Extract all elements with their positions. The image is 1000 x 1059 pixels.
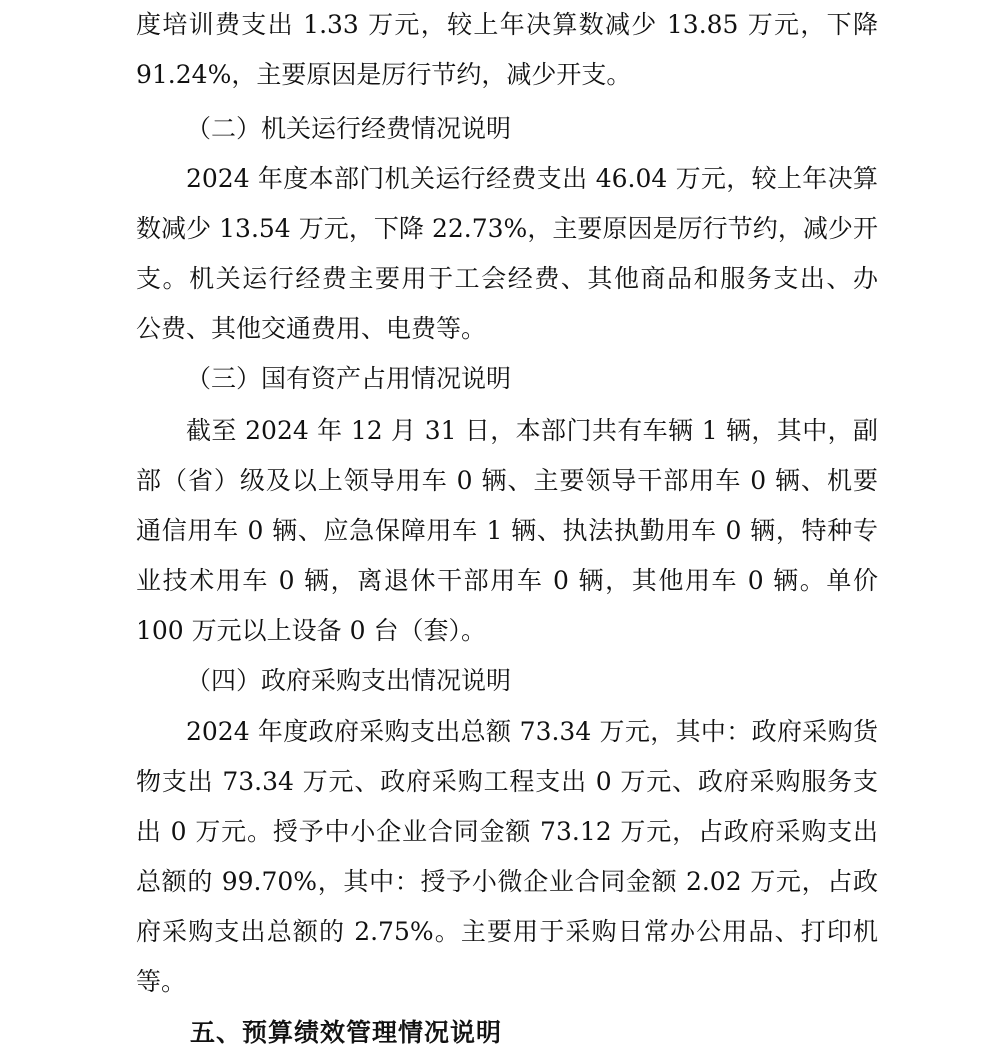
section-3-paragraph-line-3: 通信用车 0 辆、应急保障用车 1 辆、执法执勤用车 0 辆，特种专 bbox=[136, 516, 878, 545]
section-2-paragraph-line-1: 2024 年度本部门机关运行经费支出 46.04 万元，较上年决算 bbox=[186, 164, 878, 193]
section-3-paragraph-line-2: 部（省）级及以上领导用车 0 辆、主要领导干部用车 0 辆、机要 bbox=[136, 466, 878, 495]
section-2-paragraph-line-4: 公费、其他交通费用、电费等。 bbox=[136, 314, 487, 343]
section-4-paragraph-line-4: 总额的 99.70%，其中：授予小微企业合同金额 2.02 万元，占政 bbox=[136, 867, 878, 896]
training-paragraph-line-1: 度培训费支出 1.33 万元，较上年决算数减少 13.85 万元，下降 bbox=[136, 10, 878, 39]
section-4-paragraph-line-2: 物支出 73.34 万元、政府采购工程支出 0 万元、政府采购服务支 bbox=[136, 767, 878, 796]
section-4-paragraph-line-6: 等。 bbox=[136, 967, 187, 996]
training-paragraph-line-2: 91.24%，主要原因是厉行节约，减少开支。 bbox=[136, 60, 632, 89]
section-4-heading: （四）政府采购支出情况说明 bbox=[186, 666, 512, 695]
section-2-paragraph-line-2: 数减少 13.54 万元，下降 22.73%，主要原因是厉行节约，减少开 bbox=[136, 214, 878, 243]
section-2-paragraph-line-3: 支。机关运行经费主要用于工会经费、其他商品和服务支出、办 bbox=[136, 264, 878, 293]
section-4-paragraph-line-1: 2024 年度政府采购支出总额 73.34 万元，其中：政府采购货 bbox=[186, 717, 878, 746]
section-3-paragraph-line-4: 业技术用车 0 辆，离退休干部用车 0 辆，其他用车 0 辆。单价 bbox=[136, 566, 878, 595]
section-3-paragraph-line-1: 截至 2024 年 12 月 31 日，本部门共有车辆 1 辆，其中，副 bbox=[186, 416, 878, 445]
section-2-heading: （二）机关运行经费情况说明 bbox=[186, 114, 512, 143]
section-4-paragraph-line-3: 出 0 万元。授予中小企业合同金额 73.12 万元，占政府采购支出 bbox=[136, 817, 878, 846]
section-4-paragraph-line-5: 府采购支出总额的 2.75%。主要用于采购日常办公用品、打印机 bbox=[136, 917, 878, 946]
section-3-heading: （三）国有资产占用情况说明 bbox=[186, 364, 512, 393]
section-5-heading: 五、预算绩效管理情况说明 bbox=[190, 1018, 503, 1047]
section-3-paragraph-line-5: 100 万元以上设备 0 台（套）。 bbox=[136, 616, 486, 645]
